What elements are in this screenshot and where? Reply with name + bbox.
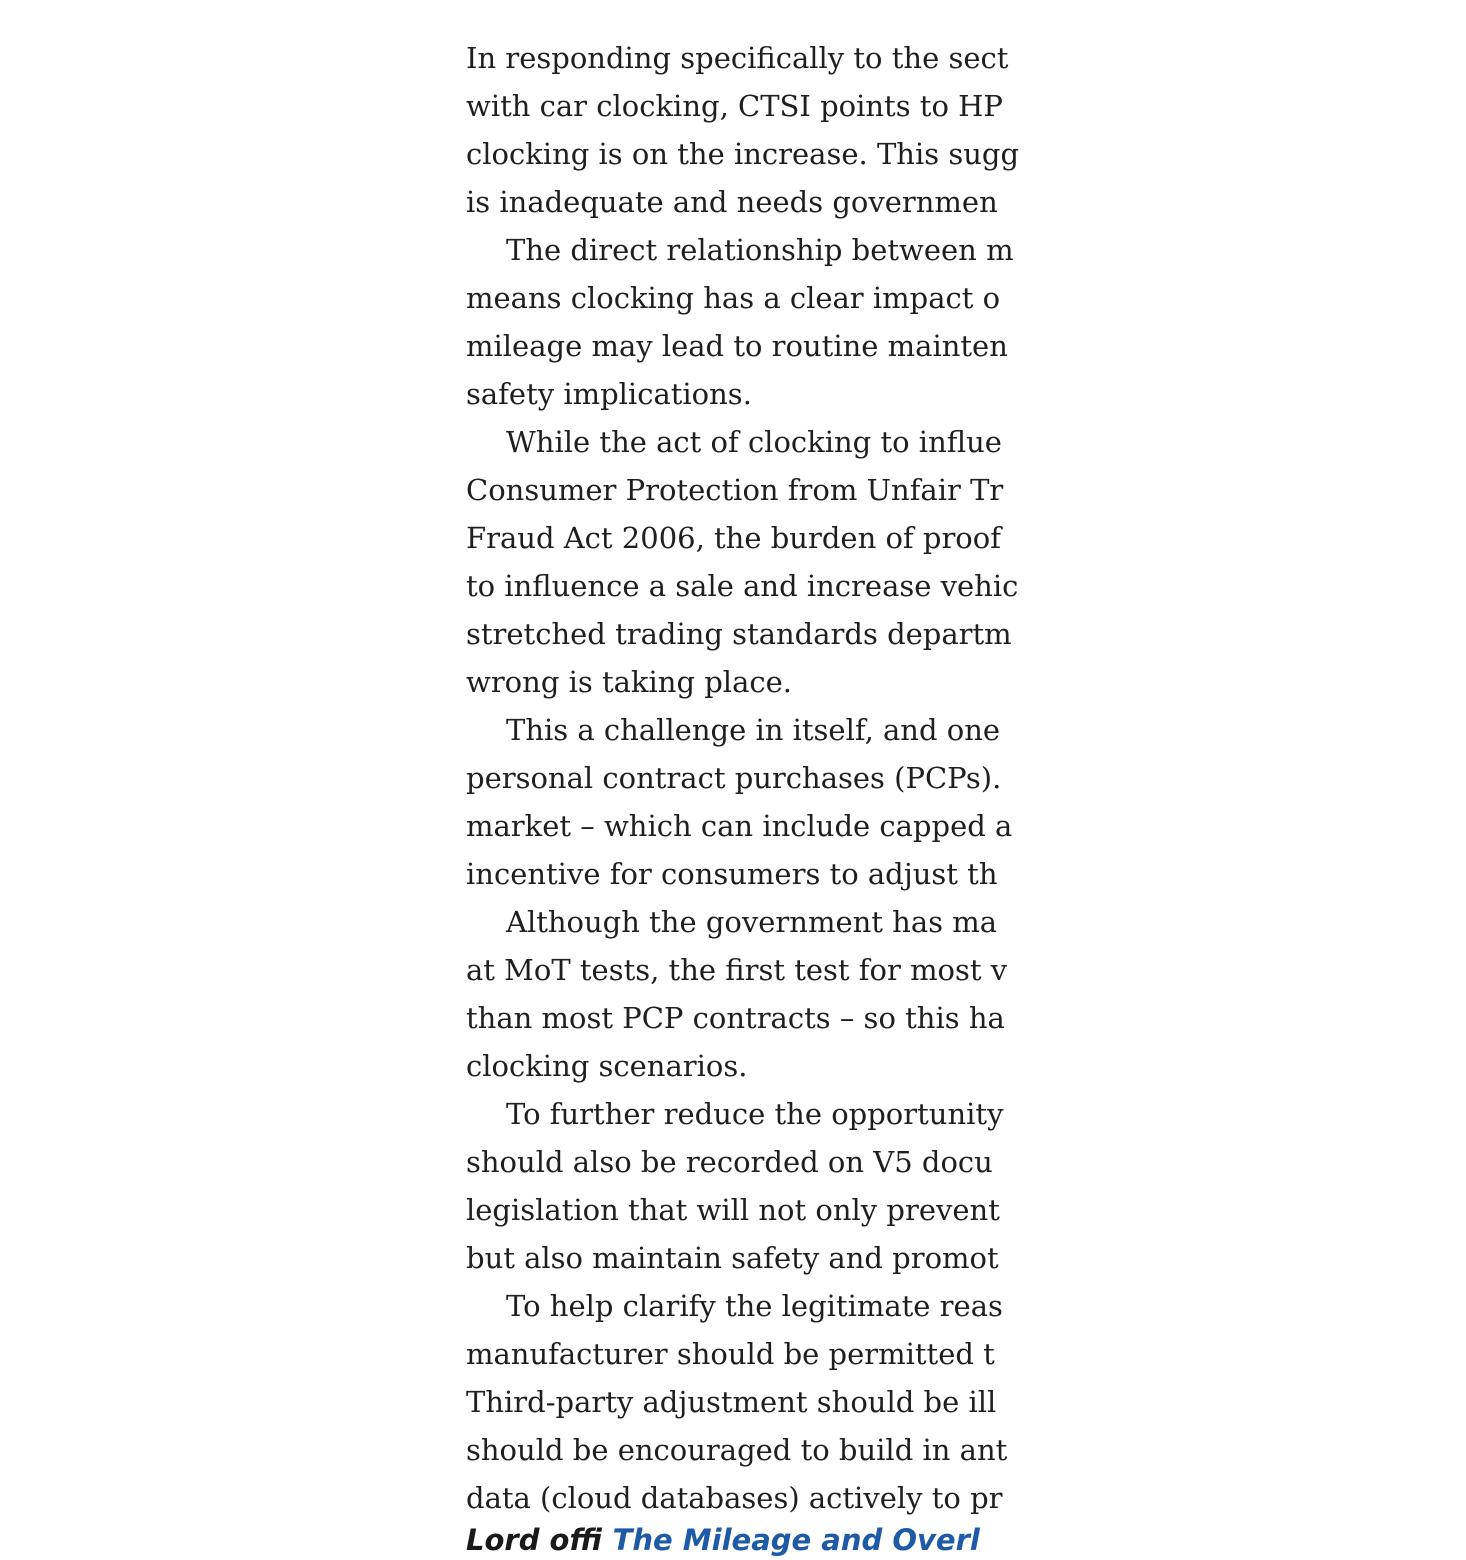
text-line: data (cloud databases) actively to pr [466, 1481, 1003, 1515]
text-line: means clocking has a clear impact o [466, 281, 1001, 315]
text-line: Although the government has ma [506, 905, 998, 939]
text-line: to influence a sale and increase vehic [466, 569, 1019, 603]
text-line: clocking scenarios. [466, 1049, 748, 1083]
text-line: but also maintain safety and promot [466, 1241, 999, 1275]
text-line: To help clarify the legitimate reas [506, 1289, 1003, 1323]
text-line: To further reduce the opportunity [506, 1097, 1004, 1131]
footer-link-text[interactable]: The Mileage and Overl [612, 1523, 980, 1557]
text-line: incentive for consumers to adjust th [466, 857, 998, 891]
text-line: In responding specifically to the sect [466, 41, 1009, 75]
text-line: with car clocking, CTSI points to HP [466, 89, 1003, 123]
text-line: Consumer Protection from Unfair Tr [466, 473, 1004, 507]
text-line: legislation that will not only prevent [466, 1193, 1000, 1227]
text-line: Third-party adjustment should be ill [466, 1385, 997, 1419]
text-line: than most PCP contracts – so this ha [466, 1001, 1005, 1035]
text-line: The direct relationship between m [506, 233, 1014, 267]
text-line: Fraud Act 2006, the burden of proof [466, 521, 1001, 555]
text-line: stretched trading standards departm [466, 617, 1012, 651]
text-line: market – which can include capped a [466, 809, 1013, 843]
body-text-column [466, 34, 1466, 1522]
cut-off-footer-line [466, 1520, 980, 1560]
footer-lead-text: Lord offi [466, 1523, 603, 1557]
text-line: This a challenge in itself, and one [506, 713, 1001, 747]
text-line: should be encouraged to build in ant [466, 1433, 1008, 1467]
text-line: While the act of clocking to influe [506, 425, 1002, 459]
text-line: is inadequate and needs governmen [466, 185, 998, 219]
text-line: mileage may lead to routine mainten [466, 329, 1008, 363]
text-line: wrong is taking place. [466, 665, 792, 699]
text-line: clocking is on the increase. This sugg [466, 137, 1020, 171]
text-line: personal contract purchases (PCPs). [466, 761, 1002, 795]
text-line: safety implications. [466, 377, 752, 411]
text-line: at MoT tests, the first test for most v [466, 953, 1008, 987]
text-line: manufacturer should be permitted t [466, 1337, 995, 1371]
text-line: should also be recorded on V5 docu [466, 1145, 993, 1179]
